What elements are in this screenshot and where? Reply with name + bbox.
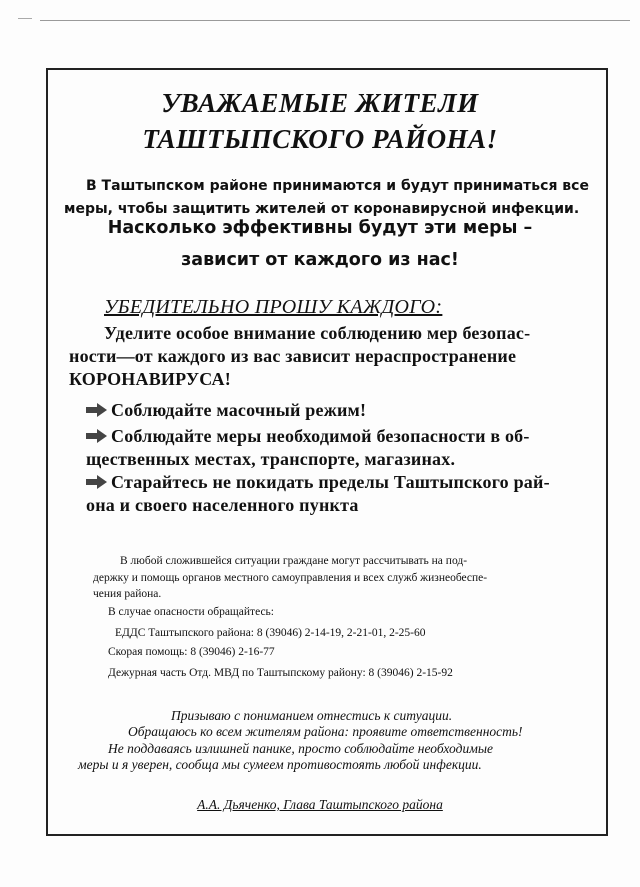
intro-line-1: В Таштыпском районе принимаются и будут приниматься все (86, 178, 589, 194)
title-line-2: ТАШТЫПСКОГО РАЙОНА! (142, 124, 498, 154)
appeal-heading: УБЕДИТЕЛЬНО ПРОШУ КАЖДОГО: (104, 296, 443, 318)
scan-mark (18, 18, 32, 19)
top-rule (40, 20, 630, 21)
title-line-1: УВАЖАЕМЫЕ ЖИТЕЛИ (161, 88, 479, 118)
appeal-line-3: КОРОНАВИРУСА! (69, 369, 231, 389)
emphasis-line-1: Насколько эффективны будут эти меры – (107, 218, 533, 238)
support-line-2: держку и помощь органов местного самоуправления и всех служб жизнеобеспе- (93, 572, 488, 584)
contact-police: Дежурная часть Отд. МВД по Таштыпскому району: 8 (39046) 2-15-92 (108, 667, 453, 679)
contact-edds: ЕДДС Таштыпского района: 8 (39046) 2-14-19, 2-21-01, 2-25-60 (115, 627, 426, 639)
closing-line-3: Не поддаваясь излишней панике, просто соблюдайте необходимые (108, 741, 493, 756)
closing-line-4: меры и я уверен, сообща мы сумеем противостоять любой инфекции. (78, 757, 482, 772)
rule-item-2 (86, 426, 530, 447)
contacts-heading: В случае опасности обращайтесь: (108, 606, 274, 618)
rule-2-text-line-2: щественных местах, транспорте, магазинах. (86, 449, 456, 469)
arrow-right-icon (86, 429, 108, 443)
rule-item-3 (86, 472, 550, 493)
closing-line-1: Призываю с пониманием отнестись к ситуации. (171, 708, 453, 723)
intro-line-2: меры, чтобы защитить жителей от коронавирусной инфекции. (64, 201, 580, 217)
rule-2-text-line-1: Соблюдайте меры необходимой безопасности в об- (111, 426, 530, 446)
rule-3-text-line-1: Старайтесь не покидать пределы Таштыпского рай- (111, 472, 550, 492)
appeal-line-1: Уделите особое внимание соблюдению мер безопас- (104, 323, 531, 343)
rule-1-text: Соблюдайте масочный режим! (111, 400, 367, 420)
closing-line-2: Обращаюсь ко всем жителям района: проявите ответственность! (128, 724, 523, 739)
rule-3-text-line-2: она и своего населенного пункта (86, 495, 359, 515)
support-line-1: В любой сложившейся ситуации граждане могут рассчитывать на под- (120, 555, 468, 567)
contact-ambulance: Скорая помощь: 8 (39046) 2-16-77 (108, 646, 275, 658)
arrow-right-icon (86, 475, 108, 489)
signature-text: А.А. Дьяченко, Глава Таштыпского района (197, 797, 443, 812)
rule-item-1 (86, 400, 366, 421)
emphasis-line-2: зависит от каждого из нас! (181, 250, 459, 270)
signature (0, 797, 640, 813)
arrow-right-icon (86, 403, 108, 417)
appeal-line-2: ности—от каждого из вас зависит нераспространение (69, 346, 517, 366)
support-line-3: чения района. (93, 588, 162, 600)
